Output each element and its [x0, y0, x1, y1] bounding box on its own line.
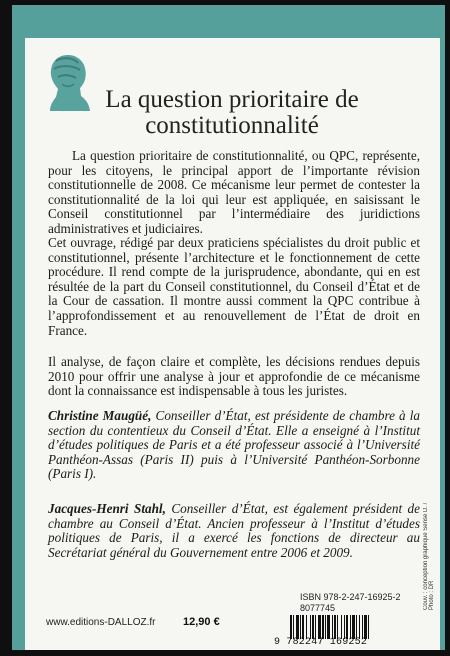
barcode-bar	[327, 615, 330, 639]
barcode-bar	[315, 615, 316, 639]
product-code: 8077745	[300, 603, 336, 613]
book-title: La question prioritaire de constitutionnalité	[105, 86, 359, 139]
barcode-bar	[341, 615, 342, 639]
barcode-bar	[325, 615, 326, 639]
isbn-block	[300, 592, 401, 614]
barcode-bar	[312, 615, 314, 639]
barcode-bar	[362, 615, 363, 639]
isbn-number: ISBN 978-2-247-16925-2	[300, 592, 401, 602]
barcode-bar	[344, 615, 345, 639]
barcode-bar	[306, 615, 307, 639]
barcode-bar	[310, 615, 311, 639]
barcode-bar	[332, 615, 333, 639]
barcode-bar	[356, 615, 357, 639]
barcode-bar	[352, 615, 355, 639]
barcode-bar	[293, 615, 294, 639]
author-bio-2	[48, 502, 420, 560]
description-paragraph-1: La question prioritaire de constitutionnalité, ou QPC, représente, pour les citoyens, le principal apport de l’importante révision constitutionnelle de 2008. Ce mécanisme leur permet de contester la constitutionnalité de la loi qui leur est appliquée, en saisissant le Conseil constitutionnel par l’intermédiaire des juridictions administratives et judiciaires.	[48, 148, 420, 236]
author-name-1: Christine Maugüé,	[48, 408, 152, 423]
barcode-icon	[288, 615, 413, 639]
barcode-bar	[290, 615, 292, 639]
top-color-band	[12, 5, 445, 38]
barcode-bar	[334, 615, 336, 639]
cover-credit: Couv. : conception graphique Sense D. / Photo : DR	[423, 502, 435, 610]
barcode-bar	[346, 615, 348, 639]
barcode-bar	[302, 615, 304, 639]
description-paragraph-2: Cet ouvrage, rédigé par deux praticiens spécialistes du droit public et constitutionnel, présente l’architecture et le fonctionnement de cette procédure. Il rend compte de la jurisprudence, abondante, qui en est résultée de la part du Conseil constitutionnel, du Conseil d’État et de la Cour de cassation. Il montre aussi comment la QPC contribue à l’approfondissement et au renouvellement de l’État de droit en France.	[48, 235, 420, 338]
barcode-digits: 9 782247 169252	[274, 637, 368, 648]
price: 12,90 €	[183, 616, 220, 628]
author-bio-text-1: Conseiller d’État, est présidente de chambre à la section du contentieux du Conseil d’État. Elle a enseigné à l’Institut d’études politiques de Paris et a été professeur associé à l’Université Panthéon-Assas (Paris II) puis à l’Université Panthéon-Sorbonne (Paris I).	[48, 408, 420, 482]
book-back-cover	[12, 5, 445, 650]
author-bio-text-2: Conseiller d’État, est également président de chambre au Conseil d’État. Ancien professeur à l’Institut d’études politiques de Paris, il a exercé les fonctions de directeur au Secrétariat général du Gouvernement entre 2006 et 2009.	[48, 501, 420, 560]
barcode-bar	[300, 615, 301, 639]
barcode-bar	[318, 615, 321, 639]
barcode-bar	[337, 615, 338, 639]
barcode-bar	[322, 615, 324, 639]
publisher-website: www.editions-DALLOZ.fr	[46, 617, 156, 628]
left-color-band	[12, 38, 25, 650]
author-name-2: Jacques-Henri Stahl,	[48, 501, 166, 516]
description-paragraph-3: Il analyse, de façon claire et complète, les décisions rendues depuis 2010 pour offrir une analyse à jour et approfondie de ce mécanisme dont la connaissance est indispensable à tous les juristes.	[48, 354, 420, 399]
right-color-band	[440, 38, 445, 650]
barcode-bar	[364, 615, 367, 639]
classical-bust-icon	[38, 49, 100, 111]
barcode-bar	[368, 615, 369, 639]
barcode-bar	[296, 615, 299, 639]
barcode-bar	[350, 615, 351, 639]
barcode-bar	[359, 615, 360, 639]
author-bio-1	[48, 409, 420, 482]
